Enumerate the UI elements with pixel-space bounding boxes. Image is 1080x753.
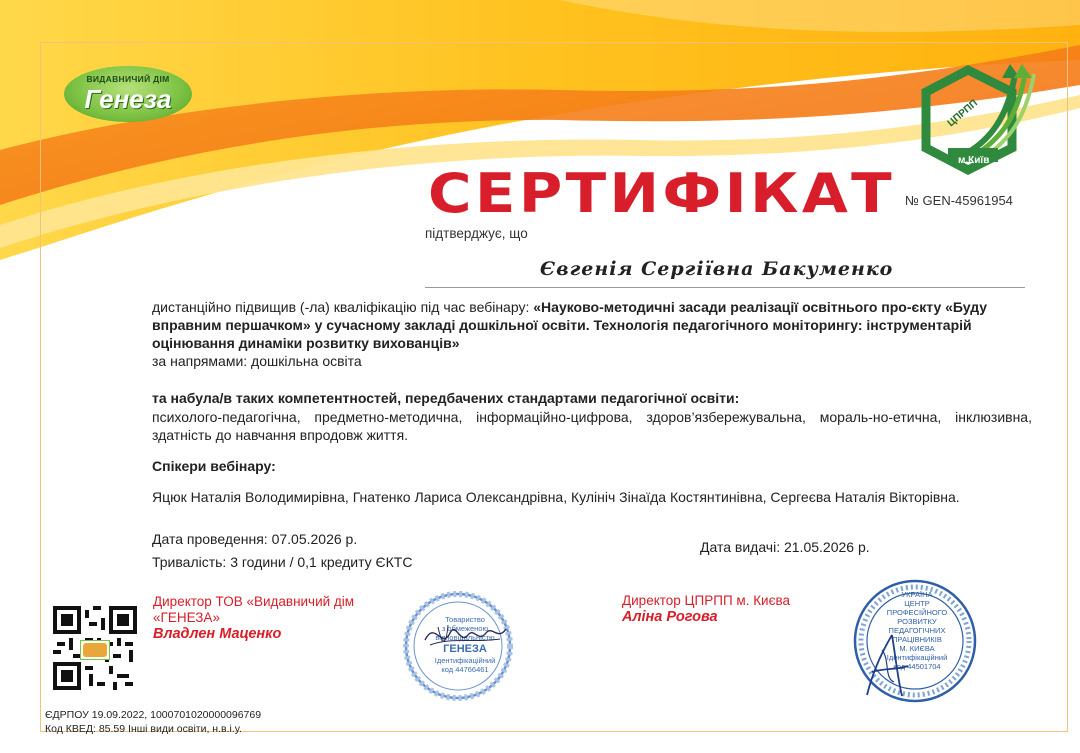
- geneza-logo-small-text: ВИДАВНИЧИЙ ДІМ: [86, 74, 170, 84]
- stamp2-line: ПЕДАГОГІЧНИХ: [888, 626, 946, 635]
- stamp2-line: М. КИЄВА: [899, 644, 935, 653]
- certificate-title: СЕРТИФІКАТ: [428, 162, 896, 225]
- directions-text: за напрямами: дошкільна освіта: [152, 353, 362, 369]
- stamp1-line: відповідальністю: [435, 633, 495, 642]
- certificate-number: № GEN-45961954: [905, 193, 1013, 208]
- director1-role: Директор ТОВ «Видавничий дім «ГЕНЕЗА»: [153, 594, 355, 625]
- geneza-logo: [64, 66, 192, 122]
- intro-text: дистанційно підвищив (-ла) кваліфікацію під час вебінару:: [152, 299, 534, 315]
- stamp2-line: ЦЕНТР: [904, 599, 930, 608]
- duration: Тривалість: 3 години / 0,1 кредиту ЄКТС: [152, 554, 413, 570]
- stamp2-line: Ідентифікаційний: [886, 653, 948, 662]
- date-issued: Дата видачі: 21.05.2026 р.: [700, 539, 870, 555]
- director1-signature-icon: [420, 615, 510, 655]
- stamp1-line: код 44766461: [441, 665, 489, 674]
- cprpp-logo-city: м.Київ: [958, 155, 990, 166]
- date-held: Дата проведення: 07.05.2026 р.: [152, 531, 358, 547]
- director1-name: Владлен Маценко: [153, 626, 282, 642]
- stamp2-line: УКРАЇНА: [901, 590, 933, 599]
- director2-name: Аліна Рогова: [622, 609, 718, 625]
- confirms-text: підтверджує, що: [425, 226, 528, 241]
- stamp2-line: РОЗВИТКУ: [897, 617, 937, 626]
- stamp2-line: ПРОФЕСІЙНОГО: [886, 608, 948, 617]
- stamp2-line: ПРАЦІВНИКІВ: [892, 635, 942, 644]
- qr-code-logo-badge: [80, 640, 110, 660]
- webinar-description: [152, 298, 1032, 370]
- stamp1-line: ГЕНЕЗА: [443, 643, 487, 655]
- webinar-title: «Науково-методичні засади реалізації освітнього про-єкту «Буду вправним першачком» у сучасному закладі дошкільної освіти. Технологія педагогічного моніторингу: інструментарій оцінювання динаміки розвитку вихованців»: [152, 299, 988, 351]
- footer: [45, 708, 261, 736]
- recipient-underline: [425, 287, 1025, 288]
- speakers-text: Яцюк Наталія Володимирівна, Гнатенко Лариса Олександрівна, Кулініч Зінаїда Костянтинівна, Сергеєва Наталія Вікторівна.: [152, 489, 960, 505]
- geneza-logo-big-text: Генеза: [84, 84, 172, 114]
- competences-title: та набула/в таких компетентностей, передбачених стандартами педагогічної освіти:: [152, 390, 740, 406]
- footer-line2: Код КВЕД: 85.59 Інші види освіти, н.в.і.у.: [45, 723, 242, 735]
- stamp1-line: Товариство: [445, 615, 485, 624]
- footer-line1: ЄДРПОУ 19.09.2022, 1000701020000096769: [45, 709, 262, 721]
- qr-badge-mark: [83, 643, 107, 657]
- cprpp-logo-name: ЦПРПП: [945, 97, 980, 130]
- director2-signature-icon: [862, 630, 922, 700]
- stamp1-line: Ідентифікаційний: [434, 656, 496, 665]
- competences-text: психолого-педагогічна, предметно-методична, інформаційно-цифрова, здоров’язбережувальна, мораль-но-етична, інклюзивна, здатність до навчання впродовж життя.: [152, 409, 1032, 443]
- director2-role: Директор ЦПРПП м. Києва: [622, 593, 791, 608]
- stamp2-line: код 44501704: [893, 662, 941, 671]
- recipient-name: Євгенія Сергіївна Бакуменко: [540, 258, 894, 280]
- speakers-title: Спікери вебінару:: [152, 458, 276, 474]
- stamp1-line: з обмеженою: [441, 624, 489, 633]
